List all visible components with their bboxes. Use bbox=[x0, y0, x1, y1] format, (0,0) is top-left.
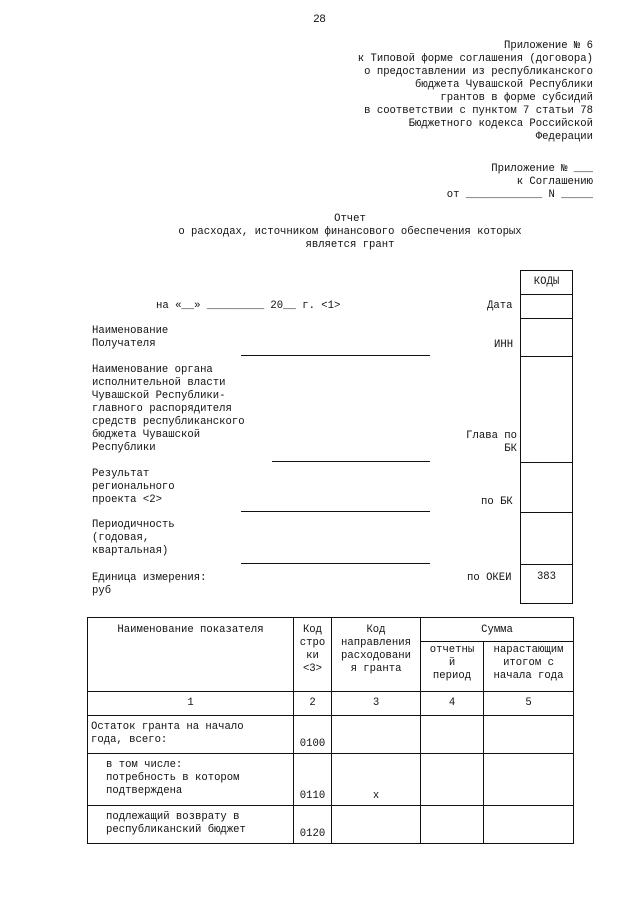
appendix-line: к Соглашению bbox=[516, 176, 593, 188]
row-cumulative-value[interactable] bbox=[484, 716, 574, 754]
date-code-cell[interactable] bbox=[520, 294, 573, 319]
header-name bbox=[88, 618, 294, 692]
label-line: главного распорядителя bbox=[92, 403, 232, 415]
header-reporting bbox=[421, 642, 484, 692]
row-direction[interactable] bbox=[332, 716, 421, 754]
header-label: период bbox=[432, 670, 472, 682]
header-sum bbox=[421, 618, 574, 642]
row-name bbox=[88, 716, 294, 754]
result-label bbox=[92, 468, 175, 507]
row-code: 0120 bbox=[294, 806, 332, 844]
unit-label bbox=[92, 572, 206, 598]
row-name-line: потребность в котором bbox=[106, 772, 240, 784]
okei-code-cell bbox=[520, 564, 573, 604]
row-reporting-value[interactable] bbox=[421, 806, 484, 844]
codes-header bbox=[520, 270, 573, 295]
header-label: <3> bbox=[302, 663, 323, 675]
col-number: 5 bbox=[484, 692, 574, 716]
header-cumulative bbox=[484, 642, 574, 692]
title-line: является грант bbox=[305, 239, 395, 251]
expenses-table bbox=[87, 617, 574, 844]
appendix-line: от ____________ N _____ bbox=[446, 189, 593, 201]
okei-value: 383 bbox=[536, 571, 557, 583]
row-code: 0110 bbox=[294, 754, 332, 806]
label-line: бюджета Чувашской bbox=[92, 429, 201, 441]
report-title bbox=[0, 213, 639, 252]
table-row bbox=[88, 716, 574, 754]
recipient-label bbox=[92, 325, 168, 351]
row-code: 0100 bbox=[294, 716, 332, 754]
label-line: Получателя bbox=[92, 338, 156, 350]
title-line: о расходах, источником финансового обеспечения которых bbox=[178, 226, 522, 238]
header-line: о предоставлении из республиканского bbox=[364, 66, 593, 78]
label-line: регионального bbox=[92, 481, 175, 493]
header-line: Приложение № 6 bbox=[503, 40, 593, 52]
col-number: 3 bbox=[332, 692, 421, 716]
header-line: бюджета Чувашской Республики bbox=[414, 79, 593, 91]
row-direction: x bbox=[332, 754, 421, 806]
row-cumulative-value[interactable] bbox=[484, 754, 574, 806]
label-line: Наименование органа bbox=[92, 364, 213, 376]
row-name-line: подтверждена bbox=[106, 785, 183, 797]
codes-header-label: КОДЫ bbox=[533, 276, 560, 288]
bk-code-cell[interactable] bbox=[520, 462, 573, 513]
result-input-line[interactable] bbox=[241, 511, 430, 512]
header-label: расходовани bbox=[341, 650, 411, 662]
col-number: 4 bbox=[421, 692, 484, 716]
row-reporting-value[interactable] bbox=[421, 754, 484, 806]
label-line: исполнительной власти bbox=[92, 377, 226, 389]
label-line: средств республиканского bbox=[92, 416, 245, 428]
row-name-line: года, всего: bbox=[91, 734, 168, 746]
date-label: Дата bbox=[487, 300, 513, 312]
inn-label: ИНН bbox=[494, 339, 514, 351]
okei-label: по ОКЕИ bbox=[467, 572, 512, 584]
row-name-line: республиканский бюджет bbox=[106, 824, 246, 836]
col-number: 2 bbox=[294, 692, 332, 716]
row-direction[interactable] bbox=[332, 806, 421, 844]
period-code-cell[interactable] bbox=[520, 512, 573, 565]
inn-code-cell[interactable] bbox=[520, 318, 573, 357]
report-date-line: на «__» _________ 20__ г. <1> bbox=[156, 300, 341, 312]
glava-code-cell[interactable] bbox=[520, 356, 573, 463]
row-reporting-value[interactable] bbox=[421, 716, 484, 754]
header-label: й bbox=[448, 657, 456, 669]
period-input-line[interactable] bbox=[241, 563, 430, 564]
agreement-appendix bbox=[447, 163, 593, 202]
header-line: к Типовой форме соглашения (договора) bbox=[357, 53, 593, 65]
header-label: итогом с bbox=[503, 657, 554, 669]
row-name bbox=[88, 754, 294, 806]
label-line: руб bbox=[92, 585, 112, 597]
header-line: Бюджетного кодекса Российской bbox=[408, 118, 593, 130]
label-line: Результат bbox=[92, 468, 150, 480]
column-numbers-row bbox=[88, 692, 574, 716]
label-line: Наименование bbox=[92, 325, 169, 337]
label-line: (годовая, bbox=[92, 532, 150, 544]
row-cumulative-value[interactable] bbox=[484, 806, 574, 844]
header-label: Сумма bbox=[481, 624, 513, 636]
header-label: Код bbox=[302, 624, 323, 636]
header-label: начала года bbox=[493, 670, 564, 682]
header-label: нарастающим bbox=[493, 644, 564, 656]
header-label: отчетны bbox=[429, 644, 475, 656]
header-line: Федерации bbox=[535, 131, 593, 143]
page-number: 28 bbox=[313, 13, 326, 25]
label-line: Республики bbox=[92, 442, 156, 454]
header-line: грантов в форме субсидий bbox=[440, 92, 593, 104]
header-code bbox=[294, 618, 332, 692]
label-line: Чувашской Республики- bbox=[92, 390, 226, 402]
header-label: ки bbox=[306, 650, 319, 662]
table-row bbox=[88, 806, 574, 844]
label-line: Периодичность bbox=[92, 519, 175, 531]
header-label: я гранта bbox=[350, 663, 402, 675]
header-label: Код bbox=[366, 624, 386, 636]
table-row bbox=[88, 754, 574, 806]
col-number: 1 bbox=[88, 692, 294, 716]
appendix-header bbox=[293, 40, 593, 144]
title-line: Отчет bbox=[334, 213, 366, 225]
header-label: Наименование показателя bbox=[117, 624, 264, 636]
bk-label: по БК bbox=[481, 496, 513, 508]
label-line: Единица измерения: bbox=[92, 572, 207, 584]
row-name-line: Остаток гранта на начало bbox=[91, 721, 244, 733]
period-label bbox=[92, 519, 175, 558]
label-line: Глава по bbox=[466, 430, 517, 442]
header-label: стро bbox=[299, 637, 326, 649]
header-label: направления bbox=[341, 637, 411, 649]
row-name-line: подлежащий возврату в bbox=[106, 811, 240, 823]
authority-label bbox=[92, 364, 245, 455]
row-name-line: в том числе: bbox=[106, 759, 183, 771]
recipient-input-line[interactable] bbox=[241, 355, 430, 356]
appendix-line: Приложение № ___ bbox=[491, 163, 593, 175]
glava-label bbox=[462, 430, 517, 456]
row-name bbox=[88, 806, 294, 844]
authority-input-line[interactable] bbox=[272, 461, 430, 462]
header-line: в соответствии с пунктом 7 статьи 78 bbox=[364, 105, 593, 117]
label-line: проекта <2> bbox=[92, 494, 162, 506]
label-line: квартальная) bbox=[92, 545, 169, 557]
label-line: БК bbox=[504, 443, 517, 455]
header-direction bbox=[332, 618, 421, 692]
